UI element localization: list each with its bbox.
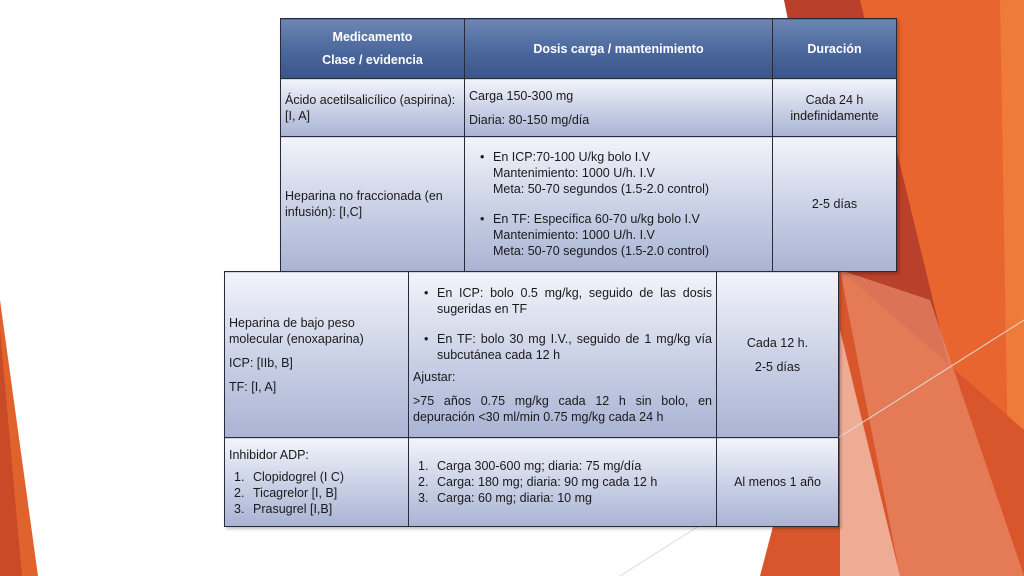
drug-title: Inhibidor ADP: bbox=[229, 448, 309, 462]
bullet-line: Meta: 50-70 segundos (1.5-2.0 control) bbox=[493, 244, 710, 258]
drug-line: Heparina de bajo peso molecular (enoxaparina) bbox=[229, 315, 364, 346]
dose-bullet bbox=[493, 211, 768, 259]
dose-heparina-nf bbox=[465, 137, 773, 272]
dose-line: Diaria: 80-150 mg/día bbox=[469, 112, 590, 127]
item-number: 2. bbox=[418, 475, 429, 489]
dose-inhibidor-adp bbox=[409, 438, 717, 527]
item-text: Clopidogrel (I C) bbox=[253, 470, 345, 484]
adjust-text: >75 años 0.75 mg/kg cada 12 h sin bolo, en depuración <30 ml/min 0.75 mg/kg cada 24 h bbox=[413, 393, 712, 424]
item-number: 2. bbox=[234, 486, 245, 500]
table-row-heparina-nf bbox=[281, 137, 897, 272]
duration-inhibidor-adp: Al menos 1 año bbox=[717, 438, 839, 527]
drug-line: TF: [I, A] bbox=[229, 379, 277, 394]
drug-list-item bbox=[234, 469, 404, 485]
table-header-row bbox=[281, 19, 897, 79]
drug-numbered-list bbox=[229, 469, 404, 517]
duration-line: indefinidamente bbox=[790, 108, 879, 123]
drug-heparina-nf: Heparina no fraccionada (en infusión): [I,C] bbox=[281, 137, 465, 272]
drug-aspirina: Ácido acetilsalicílico (aspirina): [I, A] bbox=[281, 79, 465, 137]
duration-line: Cada 12 h. bbox=[746, 335, 809, 350]
item-number: 3. bbox=[234, 502, 245, 516]
dose-list-item bbox=[418, 458, 712, 474]
table-row-aspirina bbox=[281, 79, 897, 137]
dose-bullet: • En ICP: bolo 0.5 mg/kg, seguido de las dosis sugeridas en TF bbox=[437, 285, 712, 317]
item-text: Carga 300-600 mg; diaria: 75 mg/día bbox=[437, 459, 642, 473]
drug-list-item bbox=[234, 485, 404, 501]
adjust-label: Ajustar: bbox=[413, 369, 456, 384]
table-row-hbpm bbox=[225, 272, 839, 438]
item-number: 1. bbox=[418, 459, 429, 473]
bullet-line: • En TF: Específica 60-70 u/kg bolo I.V bbox=[493, 212, 700, 226]
dose-bullet-list bbox=[469, 149, 768, 259]
dose-bullet: • En TF: bolo 30 mg I.V., seguido de 1 mg/kg vía subcutánea cada 12 h bbox=[437, 331, 712, 363]
header-medicamento bbox=[281, 19, 465, 79]
header-duracion: Duración bbox=[773, 19, 897, 79]
bullet-line: Meta: 50-70 segundos (1.5-2.0 control) bbox=[493, 182, 710, 196]
item-text: Carga: 180 mg; diaria: 90 mg cada 12 h bbox=[437, 475, 658, 489]
drug-list-item bbox=[234, 501, 404, 517]
item-number: 3. bbox=[418, 491, 429, 505]
duration-line: 2-5 días bbox=[754, 359, 801, 374]
dose-line: Carga 150-300 mg bbox=[469, 88, 574, 103]
header-medicamento-line2: Clase / evidencia bbox=[322, 53, 423, 67]
dose-aspirina bbox=[465, 79, 773, 137]
dosing-table-bottom bbox=[224, 271, 839, 527]
dose-numbered-list bbox=[413, 458, 712, 506]
dose-hbpm bbox=[409, 272, 717, 438]
bullet-line: • En ICP:70-100 U/kg bolo I.V bbox=[493, 150, 651, 164]
table-row-inhibidor-adp bbox=[225, 438, 839, 527]
item-text: Ticagrelor [I, B] bbox=[253, 486, 338, 500]
drug-inhibidor-adp bbox=[225, 438, 409, 527]
item-number: 1. bbox=[234, 470, 245, 484]
drug-hbpm bbox=[225, 272, 409, 438]
header-medicamento-line1: Medicamento bbox=[332, 30, 413, 44]
bullet-line: Mantenimiento: 1000 U/h. I.V bbox=[493, 166, 655, 180]
duration-heparina-nf: 2-5 días bbox=[773, 137, 897, 272]
bullet-line: Mantenimiento: 1000 U/h. I.V bbox=[493, 228, 655, 242]
duration-aspirina bbox=[773, 79, 897, 137]
duration-line: Cada 24 h bbox=[805, 92, 864, 107]
header-dosis: Dosis carga / mantenimiento bbox=[465, 19, 773, 79]
item-text: Prasugrel [I,B] bbox=[253, 502, 333, 516]
dose-list-item bbox=[418, 490, 712, 506]
dose-bullet bbox=[493, 149, 768, 197]
duration-hbpm bbox=[717, 272, 839, 438]
dose-list-item bbox=[418, 474, 712, 490]
item-text: Carga: 60 mg; diaria: 10 mg bbox=[437, 491, 592, 505]
dose-bullet-list bbox=[413, 285, 712, 363]
dosing-table-top bbox=[280, 18, 897, 272]
drug-line: ICP: [IIb, B] bbox=[229, 355, 293, 370]
